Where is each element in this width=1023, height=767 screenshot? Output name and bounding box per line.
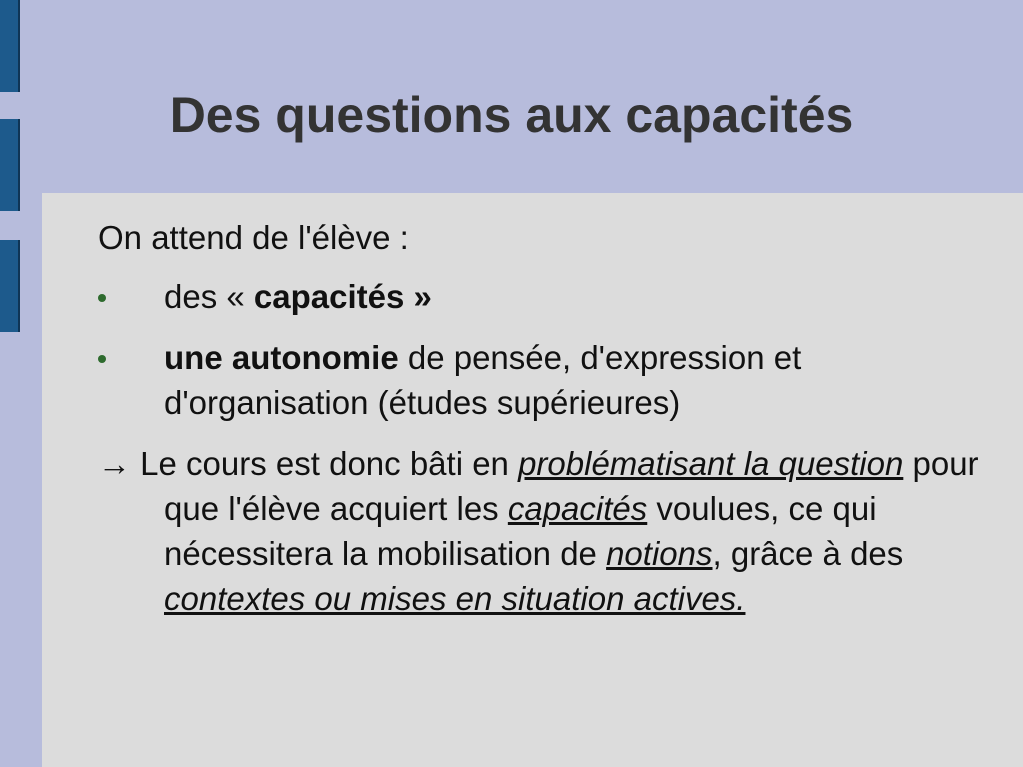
bullet-text-pre: des « [164, 278, 254, 315]
paragraph-text-2: pour que l'élève acquiert les [164, 445, 979, 527]
conclusion-paragraph [98, 441, 993, 621]
emphasis-notions: notions [606, 535, 713, 572]
bullet-item-capacites [98, 274, 993, 319]
bullet-text-bold: capacités » [253, 278, 432, 315]
bullet-text-bold: une autonomie [164, 339, 399, 376]
intro-text: On attend de l'élève : [98, 219, 409, 256]
paragraph-text-3: voulues, ce qui nécessitera la mobilisation de [164, 490, 877, 572]
bullet-dot-icon [98, 355, 106, 363]
slide-title: Des questions aux capacités [169, 87, 854, 143]
bullet-text-post: de pensée, d'expression et d'organisation (études supérieures) [164, 339, 802, 421]
paragraph-text-4: , grâce à des [712, 535, 904, 572]
decor-bar-top [0, 0, 20, 92]
emphasis-capacites: capacités [507, 490, 648, 527]
emphasis-problematisant: problématisant la question [518, 445, 904, 482]
emphasis-contextes: contextes ou mises en situation actives. [164, 580, 746, 617]
bullet-item-autonomie [98, 335, 993, 425]
content-panel [42, 193, 1023, 767]
bullet-dot-icon [98, 294, 106, 302]
paragraph-text-1: → Le cours est donc bâti en [98, 445, 519, 482]
decor-bar-bottom [0, 240, 20, 332]
